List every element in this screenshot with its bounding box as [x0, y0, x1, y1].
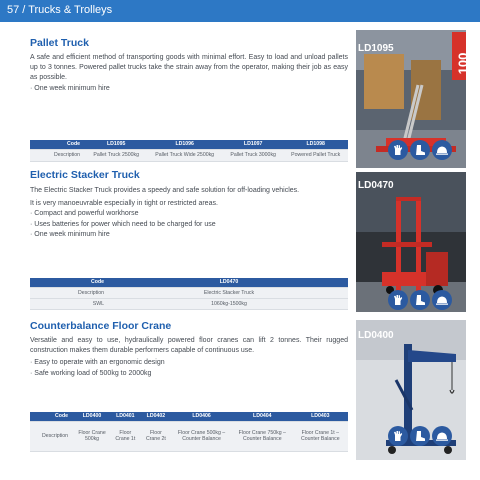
crane-bullet: · Easy to operate with an ergonomic design — [30, 359, 165, 366]
hard-hat-icon — [432, 290, 452, 310]
table-cell: Floor Crane 1t — [110, 421, 141, 451]
pallet-side-label: 100 — [455, 52, 471, 75]
table-row — [30, 421, 348, 451]
table-cell-code: LD0406 — [171, 412, 232, 421]
table-cell-code: LD1095 — [86, 140, 146, 149]
table-cell-code: LD0402 — [141, 412, 172, 421]
table-row-label: Description — [30, 421, 74, 451]
table-row — [30, 140, 348, 149]
crane-ppe-icons — [388, 426, 452, 446]
table-row-label: SWL — [30, 298, 110, 309]
table-row-label: Description — [30, 149, 86, 161]
table-cell: Floor Crane 2t — [141, 421, 172, 451]
table-cell-code: LD0470 — [110, 278, 348, 287]
table-cell: Floor Crane 500kg — [74, 421, 110, 451]
table-cell: Pallet Truck 2500kg — [86, 149, 146, 161]
stacker-line: The Electric Stacker Truck provides a speedy and safe solution for off-loading vehicles. — [30, 187, 300, 194]
pallet-truck-bullets — [30, 84, 110, 95]
safety-boots-icon — [410, 290, 430, 310]
stacker-truck-badge: LD0470 — [358, 180, 394, 191]
table-row — [30, 287, 348, 298]
floor-crane-bullets — [30, 358, 165, 379]
table-header-label: Code — [30, 412, 74, 421]
table-row — [30, 412, 348, 421]
table-cell-code: LD1096 — [146, 140, 223, 149]
table-cell: Floor Crane 750kg – Counter Balance — [232, 421, 293, 451]
pallet-bullet: · One week minimum hire — [30, 85, 110, 92]
stacker-truck-description — [30, 186, 360, 241]
table-row — [30, 298, 348, 309]
pallet-truck-description: A safe and efficient method of transporting goods with minimal effort. Easy to load and unload pallets up to 3 tonnes. Powered pallet trucks take the strain away from the operator, making their job as easy as possible. — [30, 54, 348, 81]
stacker-bullet: · Compact and powerful workhorse — [30, 210, 139, 217]
page-title: 57 / Trucks & Trolleys — [7, 4, 113, 16]
floor-crane-spec-table — [30, 412, 348, 452]
table-header-label: Code — [30, 278, 110, 287]
table-cell-code: LD0401 — [110, 412, 141, 421]
stacker-truck-title: Electric Stacker Truck — [30, 169, 140, 181]
stacker-ppe-icons — [388, 290, 452, 310]
table-cell: 1060kg-1500kg — [110, 298, 348, 309]
table-cell: Floor Crane 1t – Counter Balance — [293, 421, 348, 451]
stacker-bullet: · Uses batteries for power which need to be charged for use — [30, 220, 216, 228]
table-cell: Pallet Truck Wide 2500kg — [146, 149, 223, 161]
table-cell: Floor Crane 500kg – Counter Balance — [171, 421, 232, 451]
safety-boots-icon — [410, 140, 430, 160]
stacker-bullet: · One week minimum hire — [30, 231, 110, 238]
pallet-truck-badge: LD1095 — [358, 43, 394, 54]
table-cell: Electric Stacker Truck — [110, 287, 348, 298]
gloves-icon — [388, 140, 408, 160]
table-header-label: Code — [30, 140, 86, 149]
table-cell: Pallet Truck 3000kg — [223, 149, 283, 161]
table-cell-code: LD1098 — [283, 140, 348, 149]
pallet-truck-title: Pallet Truck — [30, 37, 89, 49]
floor-crane-description: Versatile and easy to use, hydraulically powered floor cranes can lift 2 tonnes. Their rugged construction makes them durable performers capable of continuous use. — [30, 337, 348, 354]
table-row-label: Description — [30, 287, 110, 298]
table-cell-code: LD0403 — [293, 412, 348, 421]
safety-boots-icon — [410, 426, 430, 446]
table-cell-code: LD0404 — [232, 412, 293, 421]
table-cell-code: LD1097 — [223, 140, 283, 149]
gloves-icon — [388, 290, 408, 310]
stacker-spec-table — [30, 278, 348, 310]
hard-hat-icon — [432, 426, 452, 446]
table-cell: Powered Pallet Truck — [283, 149, 348, 161]
floor-crane-badge: LD0400 — [358, 330, 394, 341]
pallet-truck-spec-table — [30, 140, 348, 162]
table-row — [30, 278, 348, 287]
gloves-icon — [388, 426, 408, 446]
hard-hat-icon — [432, 140, 452, 160]
pallet-ppe-icons — [388, 140, 452, 160]
table-row — [30, 149, 348, 161]
table-cell-code: LD0400 — [74, 412, 110, 421]
floor-crane-title: Counterbalance Floor Crane — [30, 320, 172, 332]
stacker-line: It is very manoeuvrable especially in tight or restricted areas. — [30, 199, 218, 207]
crane-bullet: · Safe working load of 500kg to 2000kg — [30, 369, 152, 377]
